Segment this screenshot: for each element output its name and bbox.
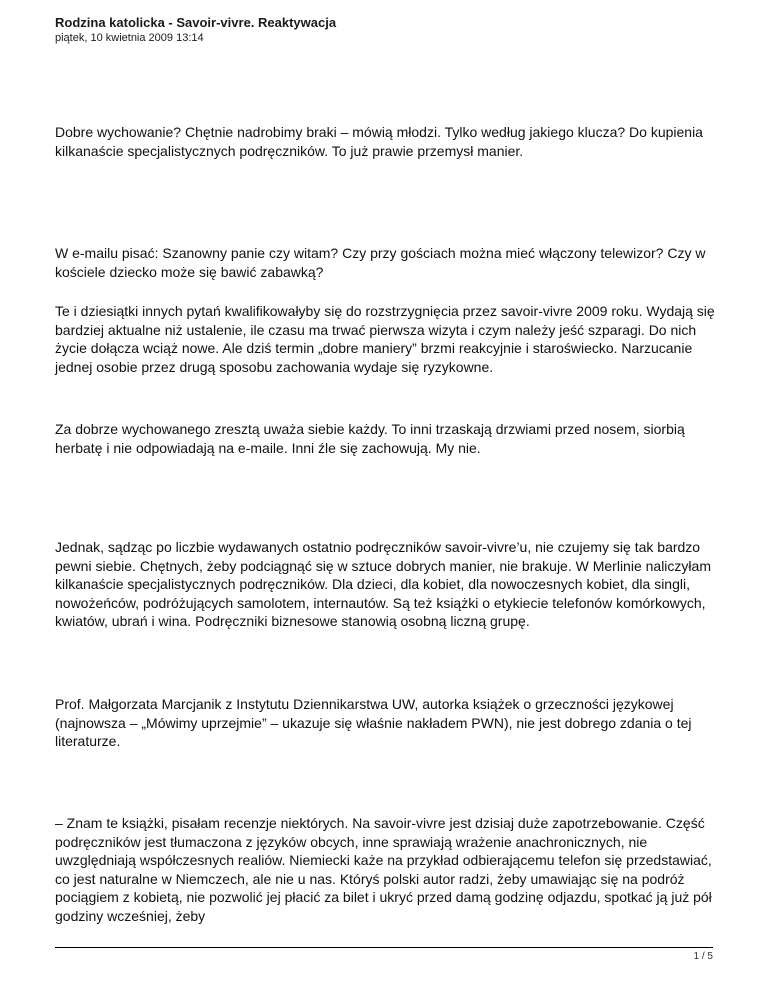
paragraph: Prof. Małgorzata Marcjanik z Instytutu Dziennikarstwa UW, autorka książek o grzeczności językowej (najnowsza – „Mówimy uprzejmie” – ukazuje się właśnie nakładem PWN), nie jest dobrego zdania o tej literaturze.: [55, 696, 692, 749]
publication-date: piątek, 10 kwietnia 2009 13:14: [55, 32, 204, 44]
page-number: 1 / 5: [693, 951, 713, 962]
article-title: Rodzina katolicka - Savoir-vivre. Reaktywacja: [55, 15, 337, 30]
paragraph: Jednak, sądząc po liczbie wydawanych ostatnio podręczników savoir-vivre’u, nie czujemy się tak bardzo pewni siebie. Chętnych, żeby podciągnąć się w sztuce dobrych manier, nie brakuje. W Merlinie naliczyłam kilkanaście specjalistycznych podręczników. Dla dzieci, dla kobiet, dla nowoczesnych kobiet, dla singli, nowożeńców, podróżujących samolotem, internautów. Są też książki o etykiecie telefonów komórkowych, kwiatów, ubrań i wina. Podręczniki biznesowe stanowią osobną liczną grupę.: [55, 539, 711, 629]
paragraph: – Znam te książki, pisałam recenzje niektórych. Na savoir-vivre jest dzisiaj duże zapotrzebowanie. Część podręczników jest tłumaczona z języków obcych, inne sprawiają wrażenie anachronicznych, nie uwzględniają współczesnych realiów. Niemiecki każe na przykład odbierającemu telefon się przedstawiać, co jest naturalne w Niemczech, ale nie u nas. Któryś polski autor radzi, żeby umawiając się na podróż pociągiem z kobietą, nie pozwolić jej płacić za bilet i ukryć przed damą godzinę odjazdu, spotkać ją już pół godziny wcześniej, żeby: [55, 815, 712, 924]
paragraph: W e-mailu pisać: Szanowny panie czy witam? Czy przy gościach można mieć włączony telewizor? Czy w kościele dziecko może się bawić zabawką?: [55, 245, 706, 280]
document-header: [55, 14, 715, 45]
paragraph: Te i dziesiątki innych pytań kwalifikowałyby się do rozstrzygnięcia przez savoir-vivre 2009 roku. Wydają się bardziej aktualne niż ustalenie, ile czasu ma trwać pierwsza wizyta i czym należy jeść szparagi. Do nich życie dołącza wciąż nowe. Ale dziś termin „dobre maniery” brzmi reakcyjnie i staroświecko. Narzucanie jednej osobie przez drugą sposobu zachowania wydaje się ryzykowne.: [55, 303, 715, 375]
footer-divider: [55, 947, 713, 948]
paragraph: Za dobrze wychowanego zresztą uważa siebie każdy. To inni trzaskają drzwiami przed nosem, siorbią herbatę i nie odpowiadają na e-maile. Inni źle się zachowują. My nie.: [55, 421, 685, 456]
paragraph: Dobre wychowanie? Chętnie nadrobimy braki – mówią młodzi. Tylko według jakiego klucza? Do kupienia kilkanaście specjalistycznych podręczników. To już prawie przemysł manier.: [55, 124, 703, 159]
